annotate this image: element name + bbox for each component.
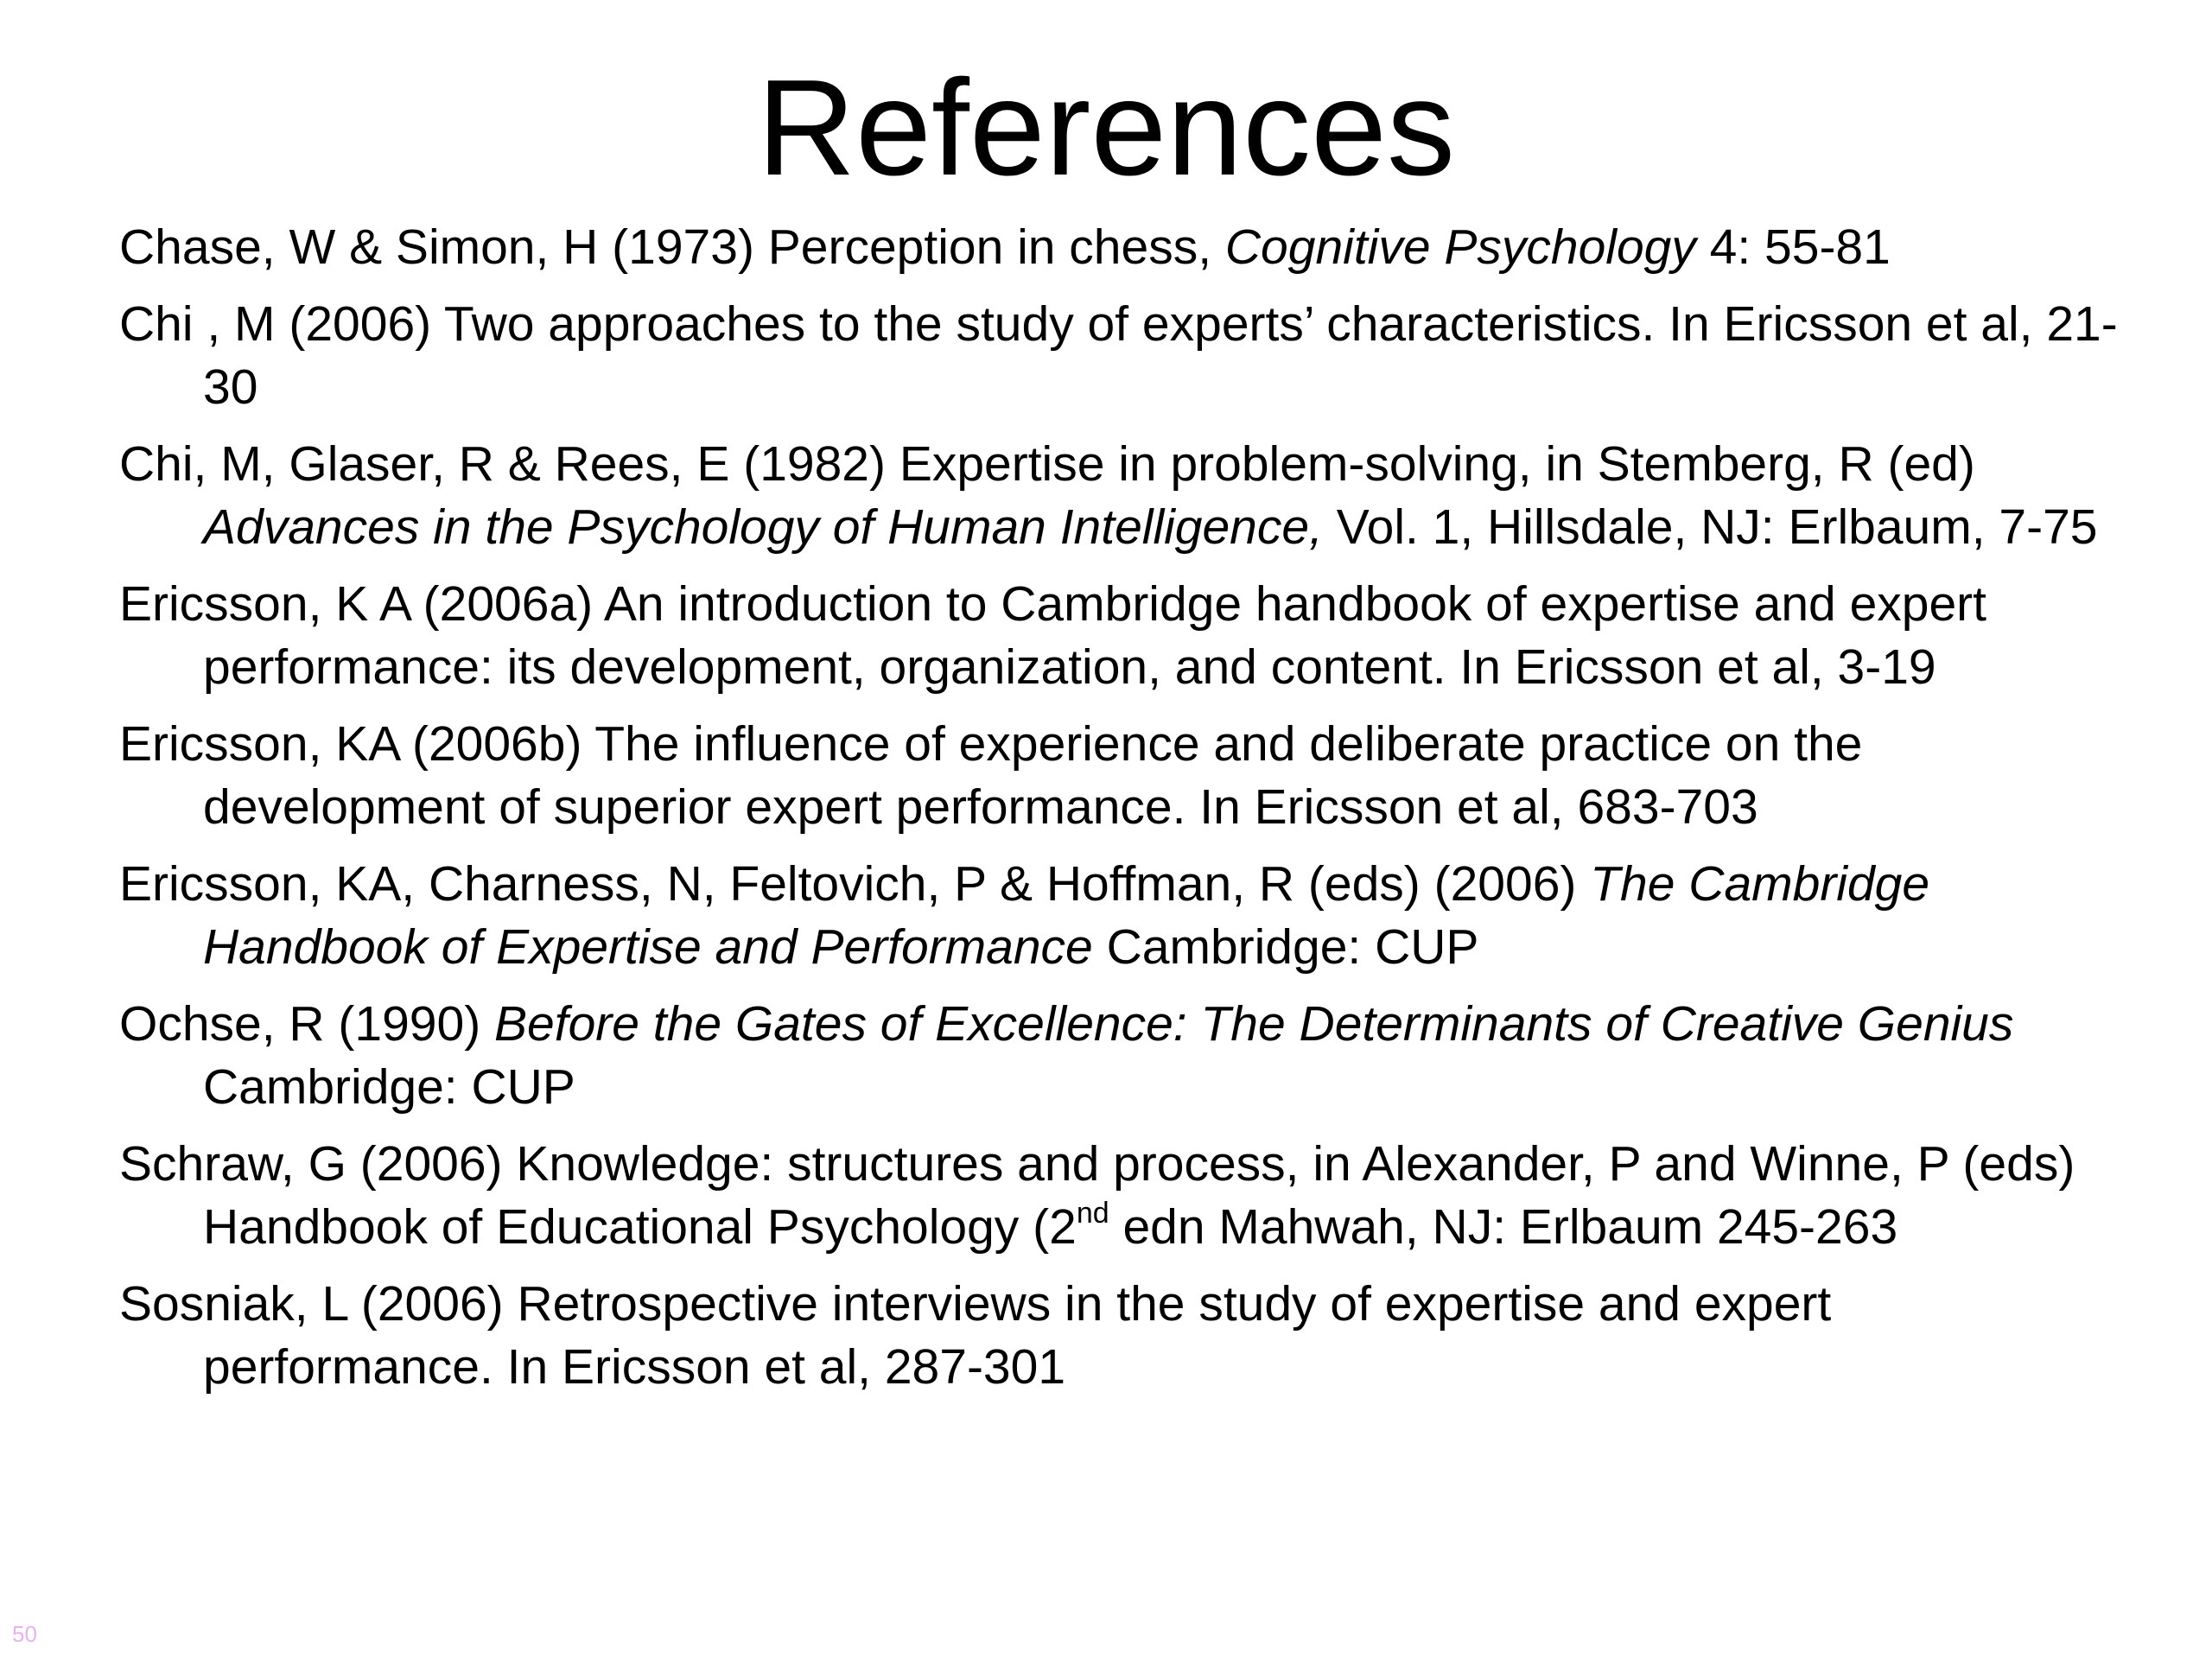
reference-text: Schraw, G (2006) Knowledge: structures and process, in Alexander, P and Winne, P (eds) Handbook of Educational Psychology (2 xyxy=(119,1136,2075,1255)
reference-item xyxy=(119,1273,2133,1399)
reference-italic-text: Cognitive Psychology xyxy=(1224,219,1696,275)
reference-text: Chase, W & Simon, H (1973) Perception in chess, xyxy=(119,219,1225,275)
reference-text: Ochse, R (1990) xyxy=(119,996,495,1052)
reference-text: Ericsson, K A (2006a) An introduction to Cambridge handbook of expertise and expert performance: its development, organization, and content. In Ericsson et al, 3-19 xyxy=(119,576,1986,695)
reference-text: Cambridge: CUP xyxy=(1092,919,1479,975)
reference-superscript: nd xyxy=(1076,1197,1109,1230)
reference-list xyxy=(119,216,2133,1413)
reference-text: Ericsson, KA (2006b) The influence of experience and deliberate practice on the development of superior expert performance. In Ericsson et al, 683-703 xyxy=(119,716,1863,835)
reference-italic-text: Before the Gates of Excellence: The Determinants of Creative Genius xyxy=(494,996,2014,1052)
slide-number: 50 xyxy=(12,1621,37,1647)
slide-title: References xyxy=(757,52,1455,204)
reference-italic-text: The Cambridge Handbook of Expertise and Performance xyxy=(203,856,1930,975)
reference-item xyxy=(119,1133,2133,1259)
reference-item xyxy=(119,993,2133,1119)
reference-text: edn Mahwah, NJ: Erlbaum 245-263 xyxy=(1109,1199,1898,1255)
reference-item xyxy=(119,216,2133,279)
reference-text: Sosniak, L (2006) Retrospective interviews in the study of expertise and expert performance. In Ericsson et al, 287-301 xyxy=(119,1276,1832,1395)
reference-text: Vol. 1, Hillsdale, NJ: Erlbaum, 7-75 xyxy=(1322,499,2098,555)
reference-item xyxy=(119,573,2133,699)
reference-item xyxy=(119,433,2133,559)
reference-item xyxy=(119,293,2133,419)
reference-text: 4: 55-81 xyxy=(1695,219,1891,275)
reference-italic-text: Advances in the Psychology of Human Intelligence, xyxy=(203,499,1323,555)
reference-item xyxy=(119,713,2133,839)
reference-text: Cambridge: CUP xyxy=(203,1059,575,1115)
reference-text: Chi , M (2006) Two approaches to the study of experts’ characteristics. In Ericsson et al, 21-30 xyxy=(119,296,2118,415)
reference-text: Chi, M, Glaser, R & Rees, E (1982) Expertise in problem-solving, in Stemberg, R (ed) xyxy=(119,436,1975,492)
reference-item xyxy=(119,853,2133,979)
reference-text: Ericsson, KA, Charness, N, Feltovich, P & Hoffman, R (eds) (2006) xyxy=(119,856,1591,912)
